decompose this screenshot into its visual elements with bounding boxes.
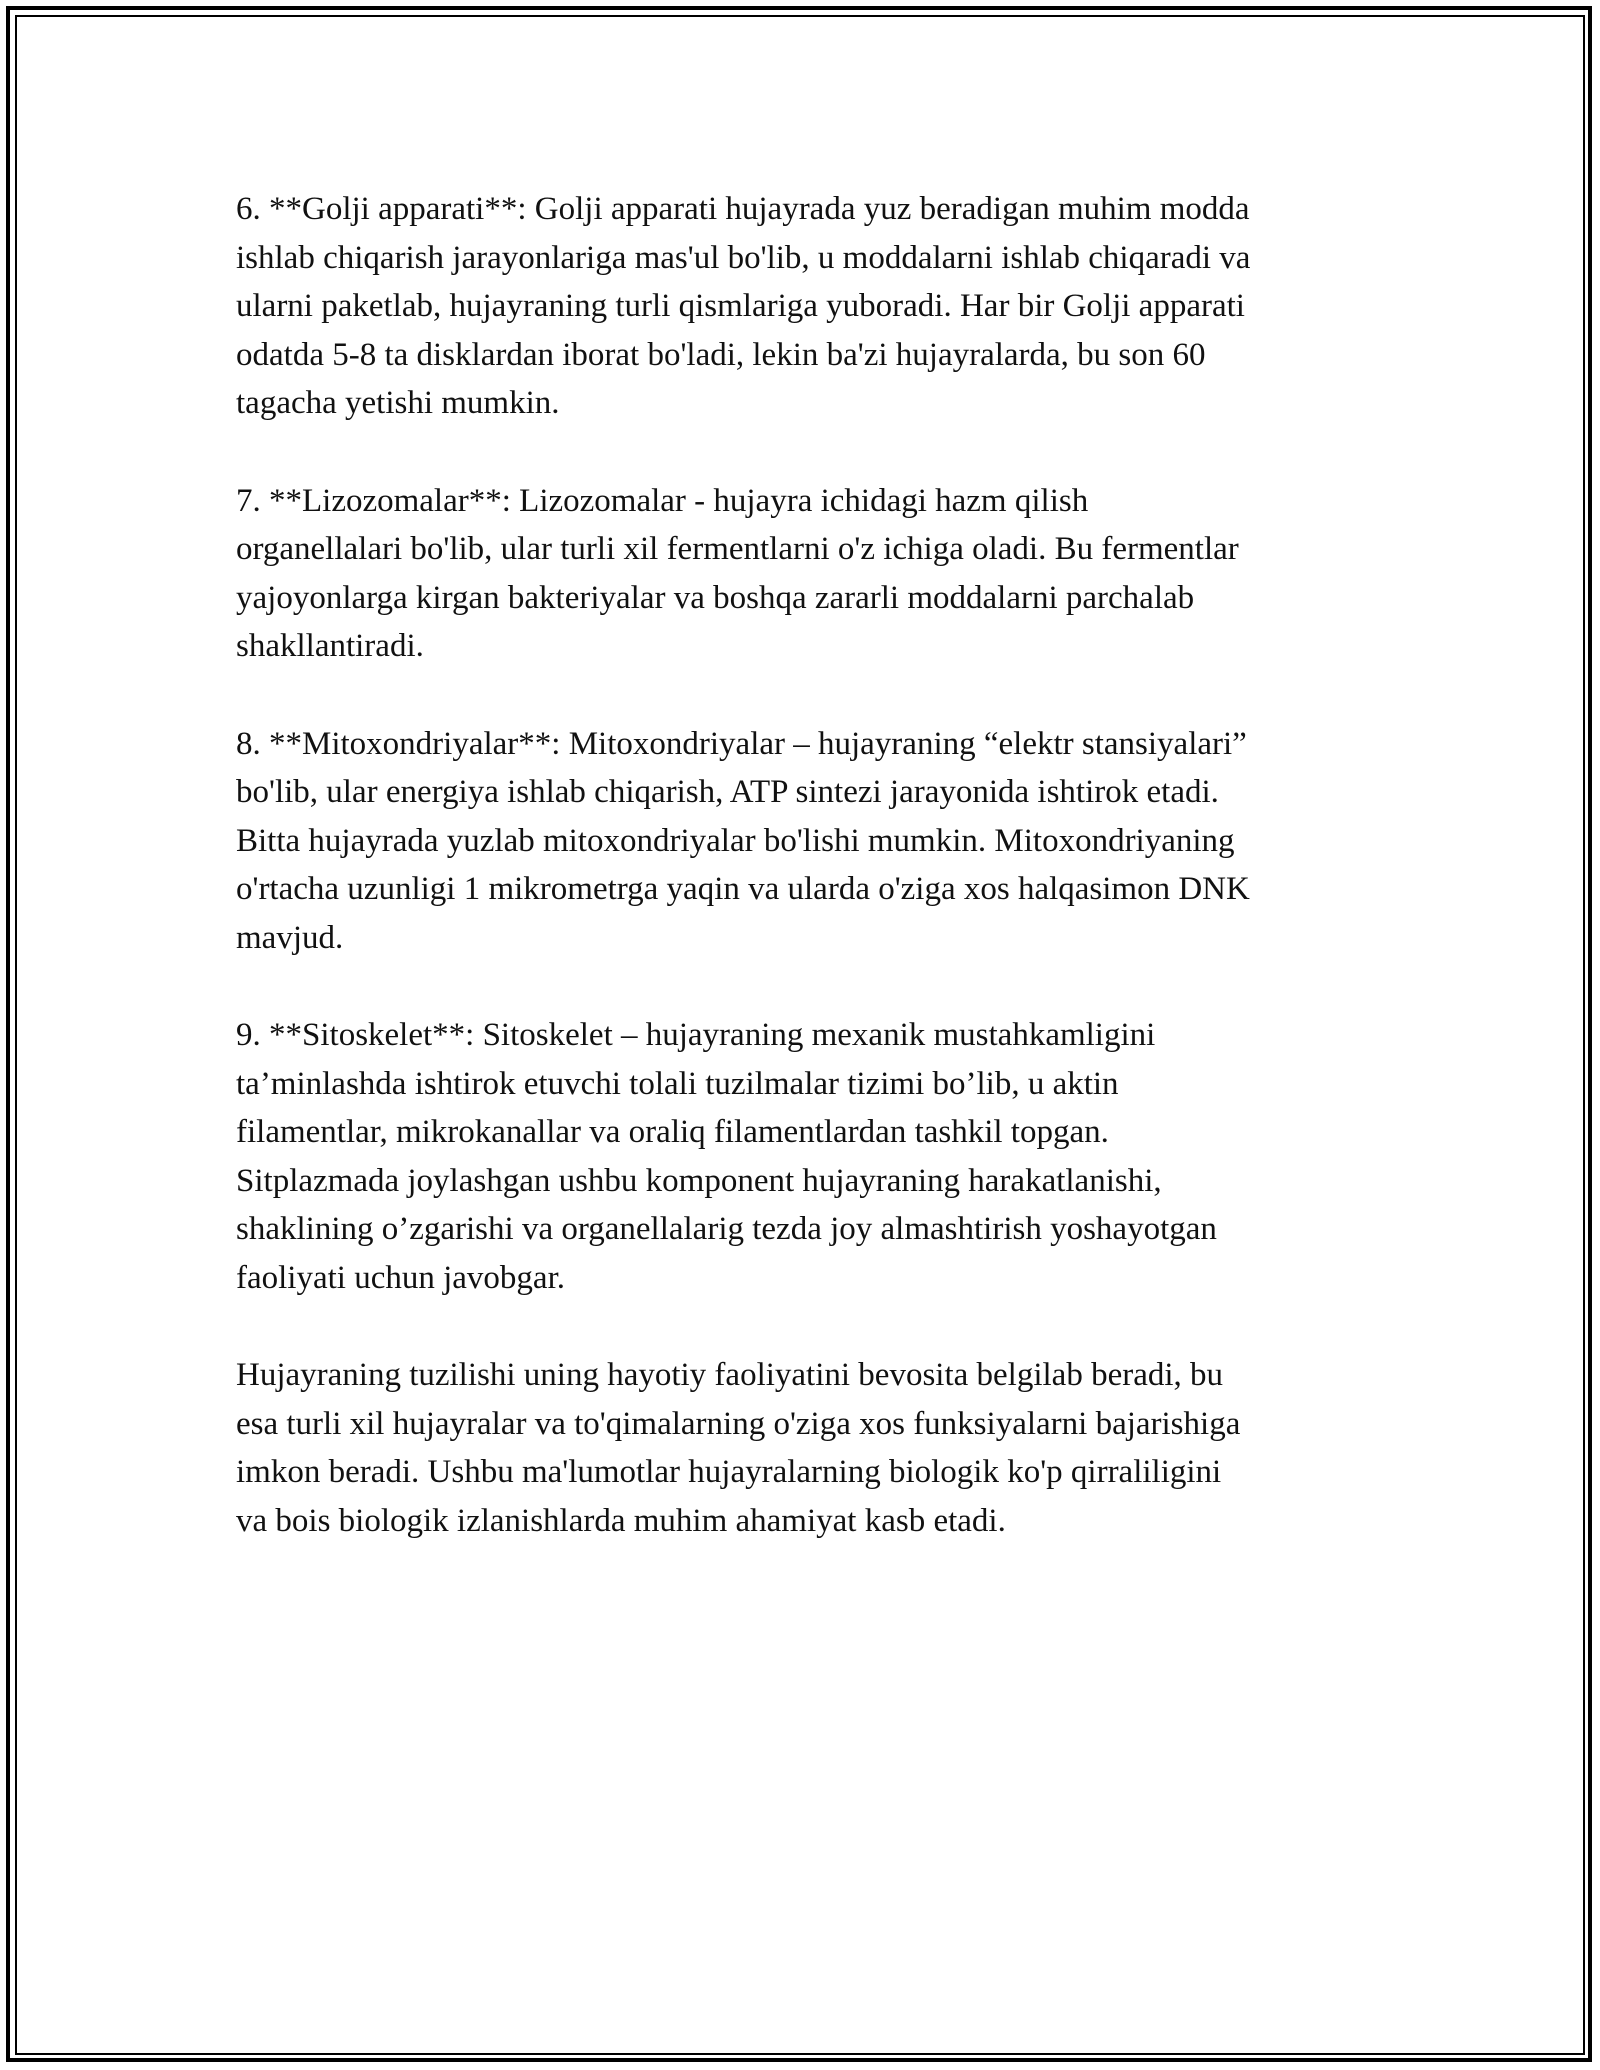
text-line: 6. **Golji apparati**: Golji apparati hujayrada yuz beradigan muhim modda: [236, 191, 1250, 227]
paragraph-mitochondria: [236, 720, 1386, 963]
text-line: mavjud.: [236, 919, 344, 956]
text-line: imkon beradi. Ushbu ma'lumotlar hujayralarning biologik ko'p qirraliligini: [236, 1454, 1222, 1491]
document-body: [236, 185, 1386, 1594]
text-line: filamentlar, mikrokanallar va oraliq filamentlardan tashkil topgan.: [236, 1114, 1109, 1151]
paragraph-cytoskeleton: [236, 1011, 1386, 1303]
text-line: ularni paketlab, hujayraning turli qismlariga yuboradi. Har bir Golji apparati: [236, 288, 1245, 325]
paragraph-golgi-apparatus: [236, 185, 1386, 428]
text-line: organellalari bo'lib, ular turli xil fermentlarni o'z ichiga oladi. Bu fermentlar: [236, 531, 1239, 568]
text-line: yajoyonlarga kirgan bakteriyalar va boshqa zararli moddalarni parchalab: [236, 579, 1195, 616]
text-line: 9. **Sitoskelet**: Sitoskelet – hujayraning mexanik mustahkamligini: [236, 1017, 1156, 1054]
text-line: Hujayraning tuzilishi uning hayotiy faoliyatini bevosita belgilab beradi, bu: [236, 1357, 1224, 1394]
text-line: Sitplazmada joylashgan ushbu komponent hujayraning harakatlanishi,: [236, 1162, 1162, 1199]
text-line: 8. **Mitoxondriyalar**: Mitoxondriyalar – hujayraning “elektr stansiyalari”: [236, 725, 1247, 762]
text-line: tagacha yetishi mumkin.: [236, 385, 560, 422]
text-line: 7. **Lizozomalar**: Lizozomalar - hujayra ichidagi hazm qilish: [236, 482, 1089, 519]
text-line: shakllantiradi.: [236, 628, 424, 665]
text-line: esa turli xil hujayralar va to'qimalarning o'ziga xos funksiyalarni bajarishiga: [236, 1405, 1241, 1442]
text-line: va bois biologik izlanishlarda muhim ahamiyat kasb etadi.: [236, 1503, 1006, 1540]
paragraph-conclusion: [236, 1351, 1386, 1545]
paragraph-lysosomes: [236, 477, 1386, 671]
text-line: Bitta hujayrada yuzlab mitoxondriyalar bo'lishi mumkin. Mitoxondriyaning: [236, 822, 1235, 859]
text-line: ishlab chiqarish jarayonlariga mas'ul bo'lib, u moddalarni ishlab chiqaradi va: [236, 239, 1251, 276]
text-line: ta’minlashda ishtirok etuvchi tolali tuzilmalar tizimi bo’lib, u aktin: [236, 1065, 1119, 1102]
text-line: o'rtacha uzunligi 1 mikrometrga yaqin va ularda o'ziga xos halqasimon DNK: [236, 871, 1250, 908]
text-line: shaklining o’zgarishi va organellalarig tezda joy almashtirish yoshayotgan: [236, 1211, 1217, 1248]
text-line: odatda 5-8 ta disklardan iborat bo'ladi, lekin ba'zi hujayralarda, bu son 60: [236, 336, 1206, 373]
text-line: bo'lib, ular energiya ishlab chiqarish, ATP sintezi jarayonida ishtirok etadi.: [236, 774, 1219, 811]
text-line: faoliyati uchun javobgar.: [236, 1260, 565, 1297]
